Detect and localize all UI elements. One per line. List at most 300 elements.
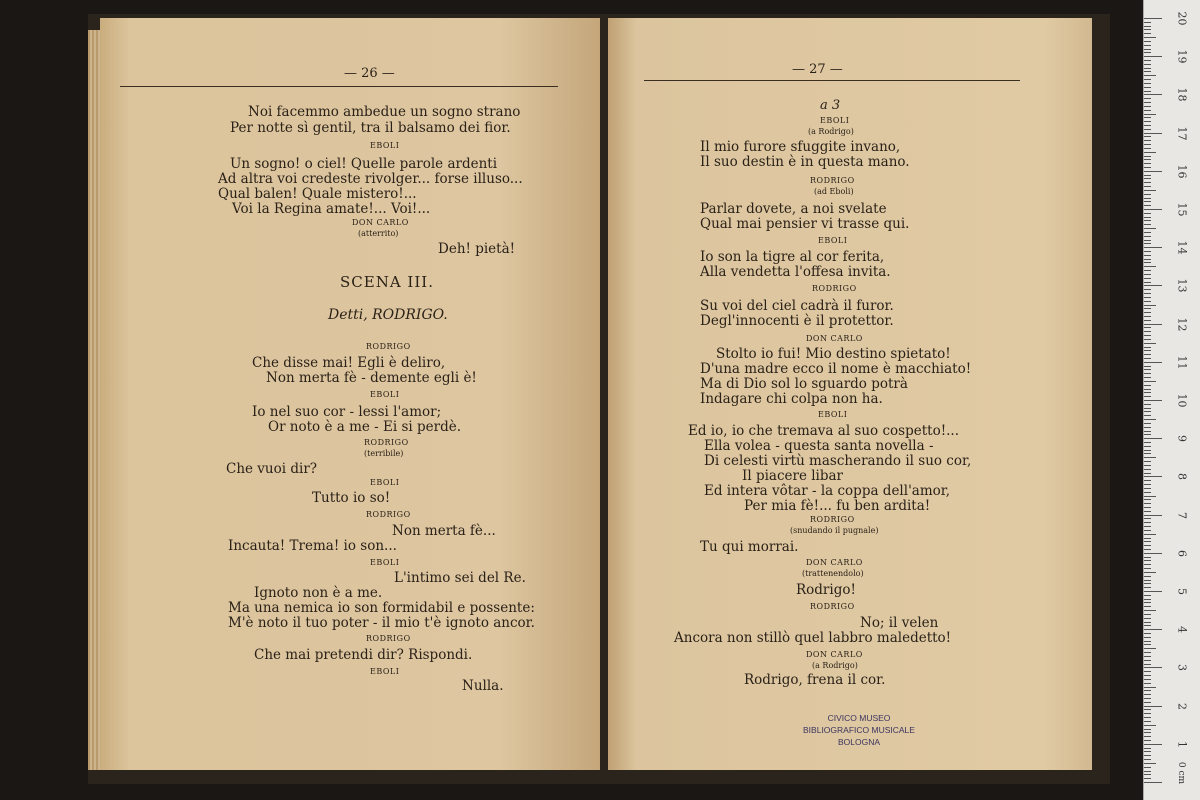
ruler-tick bbox=[1144, 236, 1151, 237]
ruler-number: 14 bbox=[1175, 240, 1189, 255]
ruler-tick bbox=[1144, 144, 1151, 145]
verse-line: Il suo destin è in questa mano. bbox=[700, 154, 910, 170]
verse-line: Io nel suo cor - lessi l'amor; bbox=[252, 404, 442, 420]
ruler-tick bbox=[1144, 744, 1162, 745]
ruler-tick bbox=[1144, 530, 1151, 531]
ruler-tick bbox=[1144, 496, 1156, 497]
ruler-tick bbox=[1144, 751, 1151, 752]
ruler-tick bbox=[1144, 240, 1151, 241]
ruler-tick bbox=[1144, 64, 1151, 65]
verse-line: Per mia fè!... fu ben ardita! bbox=[744, 498, 931, 514]
ensemble-marking: a 3 bbox=[820, 98, 841, 113]
ruler-tick bbox=[1144, 190, 1156, 191]
ruler-tick bbox=[1144, 518, 1151, 519]
ruler-tick bbox=[1144, 587, 1151, 588]
ruler-tick bbox=[1144, 492, 1151, 493]
ruler-tick bbox=[1144, 438, 1162, 439]
ruler-number: 2 bbox=[1175, 702, 1189, 710]
ruler-tick bbox=[1144, 568, 1151, 569]
ruler-tick bbox=[1144, 622, 1151, 623]
ruler-tick bbox=[1144, 599, 1151, 600]
verse-line: Incauta! Trema! io son... bbox=[228, 538, 397, 554]
ruler-number: 15 bbox=[1175, 202, 1189, 217]
verse-line: Un sogno! o ciel! Quelle parole ardenti bbox=[230, 156, 498, 172]
verse-line: Non merta fè... bbox=[392, 523, 496, 539]
speaker-name: EBOLI bbox=[370, 478, 400, 487]
ruler-tick bbox=[1144, 347, 1151, 348]
ruler-tick bbox=[1144, 564, 1151, 565]
ruler-tick bbox=[1144, 457, 1156, 458]
ruler-tick bbox=[1144, 755, 1151, 756]
ruler-tick bbox=[1144, 377, 1151, 378]
verse-line: Ad altra voi credeste rivolger... forse illuso... bbox=[218, 171, 523, 187]
ruler-tick bbox=[1144, 301, 1151, 302]
ruler-number: 7 bbox=[1175, 511, 1189, 519]
verse-line: Ignoto non è a me. bbox=[254, 585, 383, 601]
ruler-tick bbox=[1144, 350, 1151, 351]
ruler-number: 8 bbox=[1175, 473, 1189, 481]
ruler-tick bbox=[1144, 545, 1151, 546]
ruler-tick bbox=[1144, 400, 1162, 401]
ruler-tick bbox=[1144, 667, 1162, 668]
ruler-tick bbox=[1144, 431, 1151, 432]
ruler-tick bbox=[1144, 778, 1151, 779]
ruler-tick bbox=[1144, 366, 1151, 367]
ruler-tick bbox=[1144, 110, 1151, 111]
ruler-tick bbox=[1144, 541, 1151, 542]
ruler-tick bbox=[1144, 476, 1162, 477]
ruler-tick bbox=[1144, 56, 1162, 57]
ruler-tick bbox=[1144, 29, 1151, 30]
ruler-tick bbox=[1144, 637, 1151, 638]
ruler-tick bbox=[1144, 289, 1151, 290]
speaker-name: DON CARLO bbox=[806, 334, 863, 343]
ruler-tick bbox=[1144, 152, 1156, 153]
ruler-tick bbox=[1144, 247, 1162, 248]
verse-line: Degl'innocenti è il protettor. bbox=[700, 313, 894, 329]
ruler-tick bbox=[1144, 549, 1151, 550]
verse-line: Ma una nemica io son formidabil e possente: bbox=[228, 600, 535, 616]
ruler-number: 18 bbox=[1175, 87, 1189, 102]
ruler-tick bbox=[1144, 427, 1151, 428]
ruler-tick bbox=[1144, 133, 1162, 134]
ruler-tick bbox=[1144, 461, 1151, 462]
ruler-tick bbox=[1144, 316, 1151, 317]
ruler-tick bbox=[1144, 274, 1151, 275]
ruler-tick bbox=[1144, 60, 1151, 61]
ruler-tick bbox=[1144, 392, 1151, 393]
ruler-number: 3 bbox=[1175, 664, 1189, 672]
verse-line: M'è noto il tuo poter - il mio t'è ignoto ancor. bbox=[228, 615, 535, 631]
ruler-tick bbox=[1144, 713, 1151, 714]
speaker-name: EBOLI bbox=[370, 667, 400, 676]
speaker-name: EBOLI bbox=[370, 390, 400, 399]
stamp-line: BOLOGNA bbox=[837, 737, 881, 747]
stamp-line: CIVICO MUSEO bbox=[827, 713, 891, 723]
ruler-tick bbox=[1144, 434, 1151, 435]
ruler-tick bbox=[1144, 553, 1162, 554]
ruler-tick bbox=[1144, 538, 1151, 539]
stage-direction: (trattenendolo) bbox=[802, 569, 864, 578]
ruler-tick bbox=[1144, 140, 1151, 141]
ruler-tick bbox=[1144, 255, 1151, 256]
ruler-tick bbox=[1144, 560, 1151, 561]
speaker-name: RODRIGO bbox=[366, 510, 411, 519]
ruler-tick bbox=[1144, 675, 1151, 676]
ruler-tick bbox=[1144, 625, 1151, 626]
ruler-tick bbox=[1144, 125, 1151, 126]
ruler-unit-label: 0 cm bbox=[1176, 761, 1187, 785]
verse-line: Io son la tigre al cor ferita, bbox=[700, 249, 885, 265]
ruler-tick bbox=[1144, 450, 1151, 451]
stage-direction: (snudando il pugnale) bbox=[790, 526, 879, 535]
verse-line: Per notte sì gentil, tra il balsamo dei fior. bbox=[230, 120, 511, 136]
ruler-tick bbox=[1144, 194, 1151, 195]
speaker-name: DON CARLO bbox=[806, 558, 863, 567]
page-number: — 26 — bbox=[344, 66, 395, 81]
ruler-tick bbox=[1144, 446, 1151, 447]
ruler-tick bbox=[1144, 106, 1151, 107]
ruler-tick bbox=[1144, 37, 1156, 38]
ruler-tick bbox=[1144, 297, 1151, 298]
ruler-tick bbox=[1144, 175, 1151, 176]
ruler-tick bbox=[1144, 580, 1151, 581]
ruler-tick bbox=[1144, 335, 1151, 336]
ruler-tick bbox=[1144, 381, 1156, 382]
ruler-tick bbox=[1144, 453, 1151, 454]
ruler-tick bbox=[1144, 652, 1151, 653]
ruler-tick bbox=[1144, 243, 1151, 244]
ruler-tick bbox=[1144, 522, 1151, 523]
ruler-tick bbox=[1144, 148, 1151, 149]
ruler-tick bbox=[1144, 469, 1151, 470]
verse-line: Che mai pretendi dir? Rispondi. bbox=[254, 647, 473, 663]
ruler-tick bbox=[1144, 52, 1151, 53]
ruler-tick bbox=[1144, 782, 1162, 783]
ruler-tick bbox=[1144, 576, 1151, 577]
speaker-name: RODRIGO bbox=[810, 602, 855, 611]
verse-line: Rodrigo! bbox=[796, 582, 856, 598]
ruler-tick bbox=[1144, 702, 1151, 703]
ruler-tick bbox=[1144, 503, 1151, 504]
ruler-tick bbox=[1144, 270, 1151, 271]
ruler-tick bbox=[1144, 557, 1151, 558]
ruler-tick bbox=[1144, 156, 1151, 157]
ruler-tick bbox=[1144, 285, 1162, 286]
ruler-tick bbox=[1144, 759, 1151, 760]
ruler-tick bbox=[1144, 308, 1151, 309]
ruler-tick bbox=[1144, 725, 1156, 726]
ruler-tick bbox=[1144, 262, 1151, 263]
verse-line: Alla vendetta l'offesa invita. bbox=[700, 264, 891, 280]
ruler-tick bbox=[1144, 320, 1151, 321]
ruler-tick bbox=[1144, 251, 1151, 252]
verse-line: Voi la Regina amate!... Voi!... bbox=[232, 201, 431, 217]
verse-line: Tutto io so! bbox=[312, 490, 391, 506]
ruler-tick bbox=[1144, 102, 1151, 103]
ruler-tick bbox=[1144, 706, 1162, 707]
ruler-tick bbox=[1144, 499, 1151, 500]
ruler-tick bbox=[1144, 228, 1156, 229]
speaker-name: EBOLI bbox=[370, 558, 400, 567]
ruler-tick bbox=[1144, 763, 1156, 764]
verse-line: Qual mai pensier vi trasse qui. bbox=[700, 216, 910, 232]
ruler-tick bbox=[1144, 511, 1151, 512]
ruler-tick bbox=[1144, 664, 1151, 665]
ruler-number: 11 bbox=[1175, 355, 1189, 370]
verse-line: Il piacere libar bbox=[742, 468, 844, 484]
ruler-tick bbox=[1144, 465, 1151, 466]
verse-line: Deh! pietà! bbox=[438, 241, 516, 257]
ruler-tick bbox=[1144, 690, 1151, 691]
ruler-tick bbox=[1144, 18, 1162, 19]
ruler-tick bbox=[1144, 373, 1151, 374]
ruler-tick bbox=[1144, 178, 1151, 179]
ruler-number: 9 bbox=[1175, 435, 1189, 443]
ruler-tick bbox=[1144, 282, 1151, 283]
ruler-tick bbox=[1144, 583, 1151, 584]
verse-line: Su voi del ciel cadrà il furor. bbox=[700, 298, 894, 314]
stage-direction: (terribile) bbox=[364, 449, 404, 458]
verse-line: Indagare chi colpa non ha. bbox=[700, 391, 883, 407]
ruler-number: 6 bbox=[1175, 549, 1189, 557]
ruler-tick bbox=[1144, 224, 1151, 225]
ruler-tick bbox=[1144, 488, 1151, 489]
ruler-tick bbox=[1144, 94, 1162, 95]
ruler-tick bbox=[1144, 163, 1151, 164]
verse-line: Non merta fè - demente egli è! bbox=[266, 370, 477, 386]
scene-heading: SCENA III. bbox=[340, 273, 434, 291]
ruler-tick bbox=[1144, 159, 1151, 160]
speaker-name: RODRIGO bbox=[810, 176, 855, 185]
ruler-tick bbox=[1144, 660, 1151, 661]
speaker-name: EBOLI bbox=[818, 236, 848, 245]
ruler-tick bbox=[1144, 98, 1151, 99]
ruler-tick bbox=[1144, 324, 1162, 325]
verse-line: Parlar dovete, a noi svelate bbox=[700, 201, 887, 217]
ruler-number: 20 bbox=[1175, 11, 1189, 26]
stage-direction: (a Rodrigo) bbox=[808, 127, 854, 136]
ruler-tick bbox=[1144, 606, 1151, 607]
ruler-number: 4 bbox=[1175, 626, 1189, 634]
ruler-tick bbox=[1144, 629, 1162, 630]
ruler-tick bbox=[1144, 83, 1151, 84]
header-rule bbox=[644, 80, 1020, 81]
stage-direction: (ad Eboli) bbox=[814, 187, 854, 196]
ruler-tick bbox=[1144, 26, 1151, 27]
ruler-tick bbox=[1144, 129, 1151, 130]
ruler-tick bbox=[1144, 136, 1151, 137]
ruler-tick bbox=[1144, 480, 1151, 481]
ruler-tick bbox=[1144, 602, 1151, 603]
ruler-tick bbox=[1144, 171, 1162, 172]
ruler-tick bbox=[1144, 182, 1151, 183]
ruler-tick bbox=[1144, 114, 1156, 115]
ruler-tick bbox=[1144, 213, 1151, 214]
verse-line: Noi facemmo ambedue un sogno strano bbox=[248, 104, 521, 120]
ruler-tick bbox=[1144, 736, 1151, 737]
ruler-tick bbox=[1144, 633, 1151, 634]
header-rule bbox=[120, 86, 558, 87]
ruler-tick bbox=[1144, 312, 1151, 313]
ruler-tick bbox=[1144, 656, 1151, 657]
ruler-number: 19 bbox=[1175, 49, 1189, 64]
ruler-tick bbox=[1144, 331, 1151, 332]
ruler-tick bbox=[1144, 721, 1151, 722]
verse-line: No; il velen bbox=[860, 615, 939, 631]
speaker-name: RODRIGO bbox=[812, 284, 857, 293]
right-page bbox=[608, 18, 1092, 770]
ruler-tick bbox=[1144, 709, 1151, 710]
ruler-tick bbox=[1144, 385, 1151, 386]
ruler-tick bbox=[1144, 358, 1151, 359]
ruler-tick bbox=[1144, 419, 1156, 420]
ruler-tick bbox=[1144, 618, 1151, 619]
measuring-ruler bbox=[1143, 0, 1200, 800]
verse-line: Di celesti virtù mascherando il suo cor, bbox=[704, 453, 972, 469]
ruler-tick bbox=[1144, 232, 1151, 233]
ruler-tick bbox=[1144, 278, 1151, 279]
ruler-tick bbox=[1144, 507, 1151, 508]
ruler-tick bbox=[1144, 259, 1151, 260]
ruler-tick bbox=[1144, 209, 1162, 210]
speaker-name: EBOLI bbox=[370, 141, 400, 150]
ruler-tick bbox=[1144, 71, 1151, 72]
ruler-tick bbox=[1144, 442, 1151, 443]
verse-line: Qual balen! Quale mistero!... bbox=[218, 186, 417, 202]
ruler-tick bbox=[1144, 45, 1151, 46]
ruler-tick bbox=[1144, 327, 1151, 328]
verse-line: Ed intera vôtar - la coppa dell'amor, bbox=[704, 483, 951, 499]
ruler-tick bbox=[1144, 117, 1151, 118]
ruler-tick bbox=[1144, 641, 1151, 642]
speaker-name: DON CARLO bbox=[352, 218, 409, 227]
ruler-tick bbox=[1144, 687, 1156, 688]
speaker-name: RODRIGO bbox=[810, 515, 855, 524]
ruler-tick bbox=[1144, 41, 1151, 42]
stage-direction: (atterrito) bbox=[358, 229, 399, 238]
ruler-tick bbox=[1144, 484, 1151, 485]
ruler-tick bbox=[1144, 354, 1151, 355]
ruler-tick bbox=[1144, 369, 1151, 370]
ruler-tick bbox=[1144, 644, 1151, 645]
speaker-name: RODRIGO bbox=[366, 342, 411, 351]
ruler-number: 5 bbox=[1175, 588, 1189, 595]
ruler-number: 13 bbox=[1175, 278, 1189, 293]
verse-line: Che vuoi dir? bbox=[226, 461, 318, 477]
stage-direction: (a Rodrigo) bbox=[812, 661, 858, 670]
ruler-number: 1 bbox=[1175, 740, 1189, 748]
ruler-tick bbox=[1144, 771, 1151, 772]
ruler-tick bbox=[1144, 415, 1151, 416]
ruler-tick bbox=[1144, 167, 1151, 168]
page-number: — 27 — bbox=[792, 62, 843, 77]
ruler-tick bbox=[1144, 698, 1151, 699]
ruler-tick bbox=[1144, 774, 1151, 775]
ruler-tick bbox=[1144, 648, 1156, 649]
stamp-line: BIBLIOGRAFICO MUSICALE bbox=[803, 725, 915, 735]
verse-line: Stolto io fui! Mio destino spietato! bbox=[716, 346, 951, 362]
ruler-tick bbox=[1144, 572, 1156, 573]
ruler-tick bbox=[1144, 87, 1151, 88]
ruler-tick bbox=[1144, 293, 1151, 294]
verse-line: Ancora non stillò quel labbro maledetto! bbox=[674, 630, 952, 646]
ruler-tick bbox=[1144, 610, 1156, 611]
ruler-tick bbox=[1144, 534, 1156, 535]
ruler-tick bbox=[1144, 186, 1151, 187]
verse-line: Che disse mai! Egli è deliro, bbox=[252, 355, 446, 371]
ruler-tick bbox=[1144, 217, 1151, 218]
ruler-tick bbox=[1144, 198, 1151, 199]
ruler-tick bbox=[1144, 75, 1156, 76]
ruler-tick bbox=[1144, 121, 1151, 122]
ruler-number: 16 bbox=[1175, 164, 1189, 179]
ruler-tick bbox=[1144, 343, 1156, 344]
ruler-tick bbox=[1144, 33, 1151, 34]
ruler-tick bbox=[1144, 732, 1151, 733]
ruler-tick bbox=[1144, 362, 1162, 363]
ruler-tick bbox=[1144, 68, 1151, 69]
ruler-tick bbox=[1144, 79, 1151, 80]
ruler-tick bbox=[1144, 389, 1151, 390]
ruler-tick bbox=[1144, 694, 1151, 695]
verse-line: Tu qui morrai. bbox=[700, 539, 799, 555]
verse-line: Nulla. bbox=[462, 678, 504, 694]
ruler-tick bbox=[1144, 201, 1151, 202]
ruler-tick bbox=[1144, 526, 1151, 527]
ruler-tick bbox=[1144, 671, 1151, 672]
ruler-tick bbox=[1144, 266, 1156, 267]
ruler-tick bbox=[1144, 423, 1151, 424]
library-stamp bbox=[794, 712, 924, 748]
verse-line: L'intimo sei del Re. bbox=[394, 570, 526, 586]
verse-line: Or noto è a me - Ei si perdè. bbox=[268, 419, 462, 435]
ruler-tick bbox=[1144, 595, 1151, 596]
ruler-tick bbox=[1144, 305, 1156, 306]
ruler-tick bbox=[1144, 740, 1151, 741]
ruler-tick bbox=[1144, 767, 1151, 768]
ruler-tick bbox=[1144, 49, 1151, 50]
speaker-name: EBOLI bbox=[818, 410, 848, 419]
speaker-name: DON CARLO bbox=[806, 650, 863, 659]
ruler-tick bbox=[1144, 205, 1151, 206]
left-page bbox=[100, 18, 600, 770]
ruler-tick bbox=[1144, 339, 1151, 340]
ruler-tick bbox=[1144, 614, 1151, 615]
ruler-tick bbox=[1144, 683, 1151, 684]
verse-line: D'una madre ecco il nome è macchiato! bbox=[700, 361, 972, 377]
ruler-tick bbox=[1144, 220, 1151, 221]
scene-characters: Detti, RODRIGO. bbox=[328, 307, 448, 323]
ruler-tick bbox=[1144, 717, 1151, 718]
verse-line: Ella volea - questa santa novella - bbox=[704, 438, 934, 454]
ruler-number: 12 bbox=[1175, 317, 1189, 332]
ruler-tick bbox=[1144, 91, 1151, 92]
ruler-tick bbox=[1144, 411, 1151, 412]
verse-line: Rodrigo, frena il cor. bbox=[744, 672, 886, 688]
ruler-tick bbox=[1144, 515, 1162, 516]
ruler-number: 10 bbox=[1175, 393, 1189, 408]
verse-line: Ed io, io che tremava al suo cospetto!... bbox=[688, 423, 959, 439]
speaker-name: RODRIGO bbox=[364, 438, 409, 447]
speaker-name: RODRIGO bbox=[366, 634, 411, 643]
ruler-number: 17 bbox=[1175, 126, 1189, 141]
ruler-tick bbox=[1144, 748, 1151, 749]
verse-line: Ma di Dio sol lo sguardo potrà bbox=[700, 376, 908, 392]
ruler-tick bbox=[1144, 591, 1162, 592]
ruler-tick bbox=[1144, 729, 1151, 730]
ruler-tick bbox=[1144, 404, 1151, 405]
